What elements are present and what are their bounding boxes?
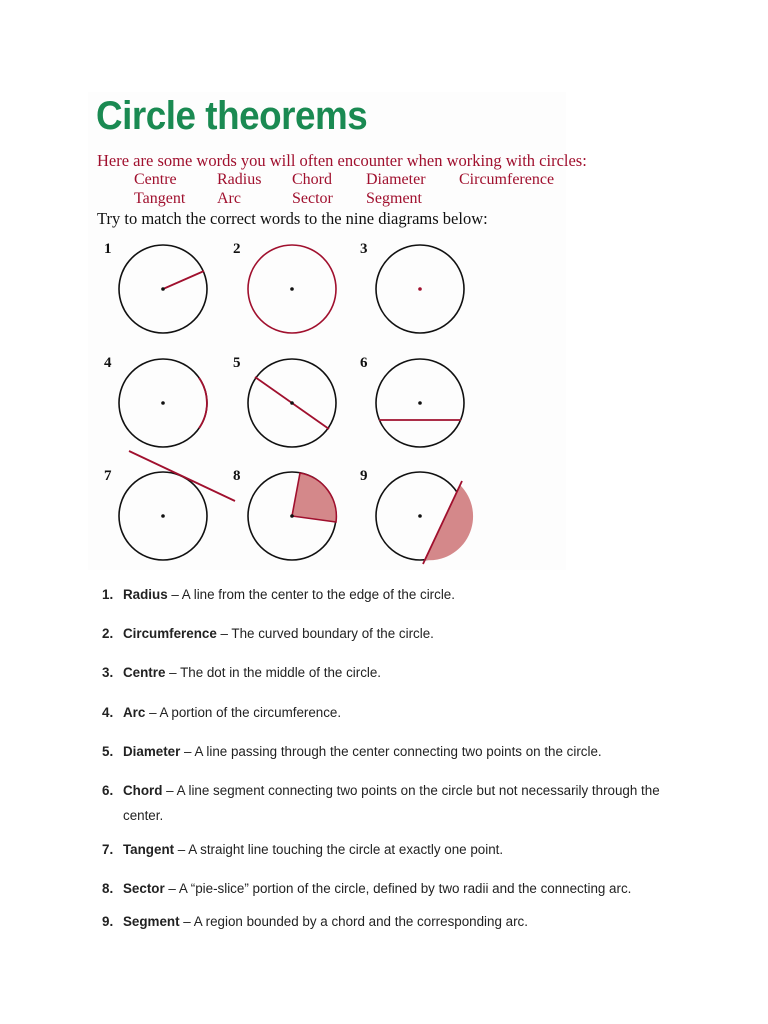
diagram-number-4: 4 (104, 355, 112, 371)
word-circumference: Circumference (459, 171, 555, 188)
diagram-number-2: 2 (233, 241, 241, 257)
definition-item: 2. Circumference – The curved boundary of the circle. (102, 626, 434, 642)
page-title: Circle theorems (96, 94, 368, 138)
definition-term: Diameter (123, 743, 181, 759)
diagram-number-6: 6 (360, 355, 368, 371)
diagram-grid (96, 232, 476, 572)
definition-item: 4. Arc – A portion of the circumference. (102, 704, 342, 720)
instruction-text: Try to match the correct words to the nine diagrams below: (97, 209, 488, 228)
definition-item: 1. Radius – A line from the center to the edge of the circle. (102, 587, 455, 602)
definition-text: – The curved boundary of the circle. (216, 626, 434, 642)
definition-text: – A “pie-slice” portion of the circle, defined by two radii and the connecting arc. (164, 880, 632, 896)
intro-text: Here are some words you will often encounter when working with circles: (97, 151, 587, 170)
definition-item: 5. Diameter – A line passing through the center connecting two points on the circle. (102, 743, 602, 759)
word-chord: Chord (292, 171, 332, 188)
definition-term: Radius (123, 587, 168, 602)
diagram-diameter (248, 359, 336, 447)
definition-text: – The dot in the middle of the circle. (165, 665, 382, 681)
diagram-number-7: 7 (104, 468, 112, 484)
definition-item: 9. Segment – A region bounded by a chord and the corresponding arc. (102, 914, 528, 930)
definition-term: Tangent (123, 841, 175, 857)
word-radius: Radius (217, 171, 262, 188)
definition-term: Segment (123, 914, 180, 930)
definition-text: – A line from the center to the edge of the circle. (167, 587, 455, 602)
definition-term: Centre (123, 665, 166, 681)
diagram-centre (376, 245, 464, 333)
word-arc: Arc (217, 190, 241, 207)
diagram-radius (119, 245, 207, 333)
diagram-number-3: 3 (360, 241, 368, 257)
definition-item: 7. Tangent – A straight line touching the circle at exactly one point. (102, 841, 504, 857)
definition-term: Circumference (123, 626, 217, 642)
definitions-list (102, 582, 662, 949)
diagram-circumference (248, 245, 336, 333)
definition-item: 8. Sector – A “pie-slice” portion of the circle, defined by two radii and the connecting arc. (102, 880, 632, 896)
diagram-number-8: 8 (233, 468, 241, 484)
diagram-segment (376, 472, 473, 564)
word-tangent: Tangent (134, 190, 186, 207)
definition-text: – A portion of the circumference. (145, 704, 342, 720)
definition-text: – A line segment connecting two points on the circle but not necessarily through the center. (123, 782, 660, 823)
definition-item: 3. Centre – The dot in the middle of the circle. (102, 665, 382, 681)
definition-term: Sector (123, 880, 165, 896)
definition-item: 6. Chord – A line segment connecting two points on the circle but not necessarily through the center. (102, 782, 660, 823)
diagram-number-5: 5 (233, 355, 241, 371)
diagram-number-1: 1 (104, 241, 112, 257)
word-segment: Segment (366, 190, 422, 207)
word-sector: Sector (292, 190, 333, 207)
diagram-tangent (119, 451, 235, 560)
definition-term: Arc (123, 704, 146, 720)
diagram-chord (376, 359, 464, 447)
definition-text: – A line passing through the center connecting two points on the circle. (180, 743, 602, 759)
definition-term: Chord (123, 782, 163, 798)
definition-text: – A straight line touching the circle at exactly one point. (174, 841, 504, 857)
diagram-arc (119, 359, 207, 447)
diagram-sector (248, 472, 336, 560)
word-diameter: Diameter (366, 171, 426, 188)
definition-text: – A region bounded by a chord and the corresponding arc. (179, 914, 528, 930)
diagram-number-9: 9 (360, 468, 368, 484)
diagram-canvas (96, 232, 476, 572)
word-centre: Centre (134, 171, 177, 188)
